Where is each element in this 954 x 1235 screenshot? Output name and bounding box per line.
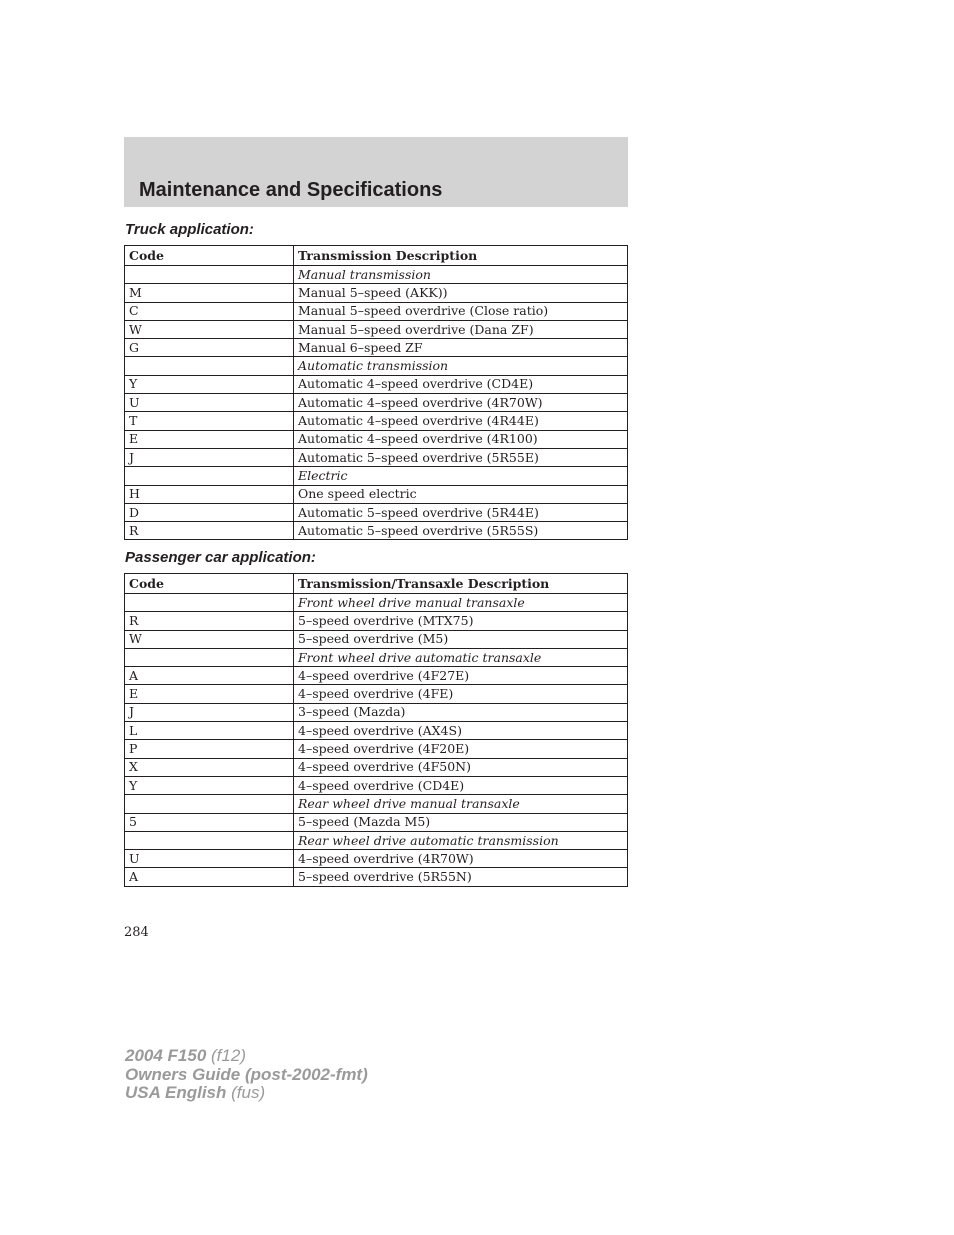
- table-header-row: [125, 574, 628, 594]
- table-group-row: [125, 831, 628, 849]
- code-cell: E: [125, 685, 294, 703]
- table-row: [125, 703, 628, 721]
- code-cell: W: [125, 630, 294, 648]
- code-cell: E: [125, 430, 294, 448]
- code-cell: [125, 594, 294, 612]
- table-row: [125, 522, 628, 540]
- table-group-row: [125, 467, 628, 485]
- table-row: [125, 430, 628, 448]
- table-group-row: [125, 795, 628, 813]
- code-cell: G: [125, 339, 294, 357]
- description-cell: 4–speed overdrive (4FE): [294, 685, 628, 703]
- code-cell: Y: [125, 776, 294, 794]
- column-header-code: Code: [125, 574, 294, 594]
- truck-transmission-table: [124, 245, 628, 540]
- description-cell: Automatic 5–speed overdrive (5R55E): [294, 448, 628, 466]
- group-label-cell: Rear wheel drive automatic transmission: [294, 831, 628, 849]
- description-cell: 5–speed overdrive (5R55N): [294, 868, 628, 886]
- section-title: Maintenance and Specifications: [139, 179, 443, 201]
- code-cell: [125, 648, 294, 666]
- footer-line-language: USA English (fus): [125, 1083, 266, 1102]
- code-cell: [125, 795, 294, 813]
- code-cell: R: [125, 522, 294, 540]
- table-row: [125, 722, 628, 740]
- group-label-cell: Front wheel drive manual transaxle: [294, 594, 628, 612]
- table-header-row: [125, 246, 628, 266]
- table-row: [125, 448, 628, 466]
- table-row: [125, 776, 628, 794]
- group-label-cell: Electric: [294, 467, 628, 485]
- code-cell: W: [125, 320, 294, 338]
- column-header-code: Code: [125, 246, 294, 266]
- table-group-row: [125, 266, 628, 284]
- description-cell: Automatic 4–speed overdrive (4R100): [294, 430, 628, 448]
- group-label-cell: Front wheel drive automatic transaxle: [294, 648, 628, 666]
- code-cell: A: [125, 868, 294, 886]
- section-header-band: [124, 137, 628, 207]
- table-group-row: [125, 357, 628, 375]
- description-cell: 4–speed overdrive (CD4E): [294, 776, 628, 794]
- description-cell: 4–speed overdrive (4F27E): [294, 667, 628, 685]
- table-group-row: [125, 594, 628, 612]
- table-row: [125, 320, 628, 338]
- code-cell: L: [125, 722, 294, 740]
- code-cell: X: [125, 758, 294, 776]
- code-cell: R: [125, 612, 294, 630]
- code-cell: H: [125, 485, 294, 503]
- table-row: [125, 394, 628, 412]
- column-header-description: Transmission Description: [294, 246, 628, 266]
- column-header-description: Transmission/Transaxle Description: [294, 574, 628, 594]
- table-row: [125, 284, 628, 302]
- description-cell: 3–speed (Mazda): [294, 703, 628, 721]
- description-cell: Manual 5–speed overdrive (Close ratio): [294, 302, 628, 320]
- table-row: [125, 375, 628, 393]
- code-cell: C: [125, 302, 294, 320]
- group-label-cell: Manual transmission: [294, 266, 628, 284]
- code-cell: [125, 266, 294, 284]
- description-cell: 4–speed overdrive (4F50N): [294, 758, 628, 776]
- code-cell: 5: [125, 813, 294, 831]
- footer-line-guide: Owners Guide (post-2002-fmt): [125, 1064, 368, 1084]
- code-cell: P: [125, 740, 294, 758]
- code-cell: [125, 831, 294, 849]
- page-number: 284: [124, 925, 149, 940]
- table-row: [125, 630, 628, 648]
- description-cell: Automatic 4–speed overdrive (4R44E): [294, 412, 628, 430]
- description-cell: 5–speed overdrive (M5): [294, 630, 628, 648]
- passenger-transmission-table: [124, 573, 628, 887]
- table-row: [125, 667, 628, 685]
- description-cell: Manual 5–speed overdrive (Dana ZF): [294, 320, 628, 338]
- table-row: [125, 412, 628, 430]
- description-cell: Automatic 4–speed overdrive (CD4E): [294, 375, 628, 393]
- code-cell: U: [125, 394, 294, 412]
- group-label-cell: Automatic transmission: [294, 357, 628, 375]
- code-cell: M: [125, 284, 294, 302]
- table-row: [125, 503, 628, 521]
- table-row: [125, 868, 628, 886]
- document-footer: [125, 1047, 368, 1103]
- group-label-cell: Rear wheel drive manual transaxle: [294, 795, 628, 813]
- code-cell: J: [125, 448, 294, 466]
- table-row: [125, 850, 628, 868]
- description-cell: 5–speed (Mazda M5): [294, 813, 628, 831]
- table-group-row: [125, 648, 628, 666]
- code-cell: [125, 357, 294, 375]
- table-row: [125, 302, 628, 320]
- description-cell: One speed electric: [294, 485, 628, 503]
- table-row: [125, 758, 628, 776]
- table-row: [125, 339, 628, 357]
- code-cell: U: [125, 850, 294, 868]
- code-cell: [125, 467, 294, 485]
- description-cell: Automatic 5–speed overdrive (5R55S): [294, 522, 628, 540]
- description-cell: 4–speed overdrive (4R70W): [294, 850, 628, 868]
- description-cell: Automatic 4–speed overdrive (4R70W): [294, 394, 628, 412]
- footer-line-model: 2004 F150 (f12): [125, 1046, 246, 1065]
- description-cell: 4–speed overdrive (4F20E): [294, 740, 628, 758]
- table-row: [125, 685, 628, 703]
- description-cell: 5–speed overdrive (MTX75): [294, 612, 628, 630]
- description-cell: 4–speed overdrive (AX4S): [294, 722, 628, 740]
- table-row: [125, 740, 628, 758]
- table-row: [125, 612, 628, 630]
- description-cell: Manual 6–speed ZF: [294, 339, 628, 357]
- code-cell: J: [125, 703, 294, 721]
- table-row: [125, 813, 628, 831]
- description-cell: Manual 5–speed (AKK)): [294, 284, 628, 302]
- code-cell: Y: [125, 375, 294, 393]
- passenger-car-application-heading: Passenger car application:: [125, 549, 316, 566]
- code-cell: T: [125, 412, 294, 430]
- description-cell: Automatic 5–speed overdrive (5R44E): [294, 503, 628, 521]
- truck-application-heading: Truck application:: [125, 221, 254, 238]
- code-cell: A: [125, 667, 294, 685]
- table-row: [125, 485, 628, 503]
- code-cell: D: [125, 503, 294, 521]
